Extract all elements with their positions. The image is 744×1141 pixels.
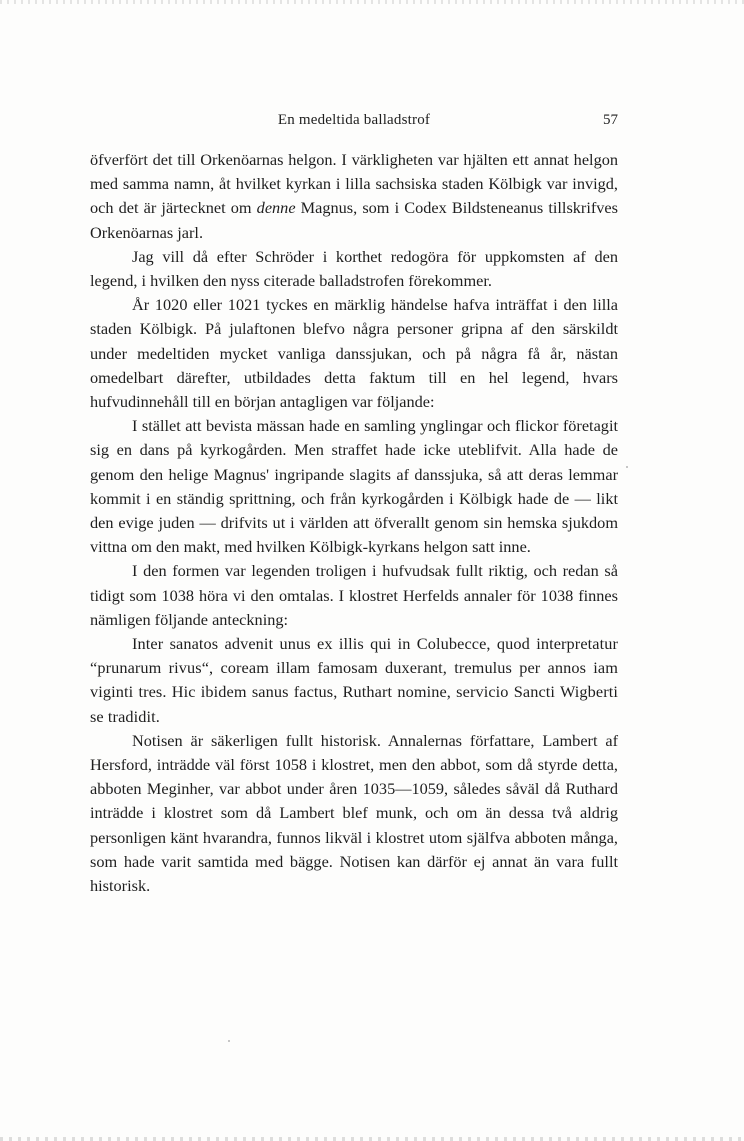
paragraph-4: I stället att bevista mässan hade en samling ynglingar och flickor företagit sig en dans på kyrkogården. Men straffet hade icke uteblifvit. Alla hade de genom den helige Magnus' ingripande slagits af danssjuka, så att deras lemmar kommit i en ständig sprittning, och från kyrkogården i Kölbigk hade de — likt den evige juden — drifvits ut i världen att öfverallt genom sin hemska sjukdom vittna om den makt, med hvilken Kölbigk-kyrkans helgon satt inne. [90, 416, 618, 557]
paragraph-5: I den formen var legenden troligen i hufvudsak fullt riktig, och redan så tidigt som 1038 höra vi den omtalas. I klostret Herfelds annaler för 1038 finnes nämligen följande anteckning: [90, 561, 618, 629]
paragraph-1-text: öfverfört det till Orkenöarnas helgon. I värkligheten var hjälten ett annat helgon med samma namn, åt hvilket kyrkan i lilla sachsiska staden Kölbigk var invigd, och det är järtecknet om [90, 150, 618, 218]
paragraph-1 [90, 148, 618, 245]
scan-speck [228, 1040, 230, 1042]
body-text [90, 148, 618, 898]
paragraph-1-italic-word: denne [256, 198, 296, 218]
paragraph-3: År 1020 eller 1021 tyckes en märklig händelse hafva inträffat i den lilla staden Kölbigk. På julaftonen blefvo några personer gripna af den särskildt under medeltiden mycket vanliga danssjukan, och på några få år, nästan omedelbart därefter, utbildades detta faktum till en hel legend, hvars hufvudinnehåll till en början antagligen var följande: [90, 295, 618, 412]
running-title: En medeltida balladstrof [277, 112, 431, 128]
scan-speck [626, 466, 628, 468]
paragraph-1-text-end: Magnus, som i Codex Bildsteneanus tillskrifves Orkenöarnas jarl. [90, 198, 618, 242]
page-number: 57 [603, 112, 618, 128]
scan-edge-bottom [0, 1137, 744, 1141]
scan-edge-top [0, 0, 744, 4]
paragraph-2: Jag vill då efter Schröder i korthet redogöra för uppkomsten af den legend, i hvilken den nyss citerade balladstrofen förekommer. [90, 246, 618, 291]
paragraph-7: Notisen är säkerligen fullt historisk. Annalernas författare, Lambert af Hersford, inträdde väl först 1058 i klostret, men den abbot, som då styrde detta, abboten Meginher, var abbot under åren 1035—1059, således såväl då Ruthard inträdde i klostret som då Lambert blef munk, och om än dessa två aldrig personligen känt hvarandra, funnos likväl i klostret utom själfva abboten många, som hade varit samtida med bägge. Notisen kan därför ej annat än vara fullt historisk. [90, 730, 618, 896]
latin-quotation: Inter sanatos advenit unus ex illis qui in Colubecce, quod interpretatur “prunarum rivus“, coream illam famosam duxerant, tremulus per annos iam viginti tres. Hic ibidem sanus factus, Ruthart nomine, servicio Sancti Wigberti se tradidit. [90, 634, 618, 726]
running-header [90, 112, 618, 136]
